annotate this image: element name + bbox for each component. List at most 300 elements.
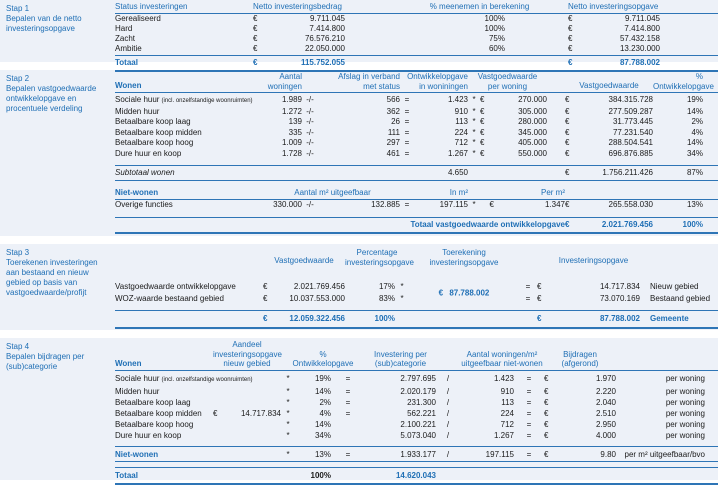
euro-sign: € bbox=[480, 127, 485, 137]
multiply-operator: * bbox=[472, 95, 476, 104]
afslag-value: 26 bbox=[391, 117, 400, 126]
aantal-value: 1.423 bbox=[493, 373, 514, 383]
equals-operator: = bbox=[526, 449, 532, 459]
table-row bbox=[115, 386, 718, 397]
status-label: Hard bbox=[115, 24, 133, 33]
step2-table bbox=[115, 70, 718, 236]
step2-nietwonen-header bbox=[115, 188, 718, 201]
total-label: Totaal vastgoedwaarde ontwikkelopgave bbox=[410, 219, 565, 229]
euro-sign: € bbox=[537, 314, 542, 323]
bedrag-value: 76.576.210 bbox=[304, 34, 345, 43]
unit-label: per woning bbox=[665, 408, 705, 418]
euro-sign: € bbox=[480, 117, 485, 126]
per-woning-value: 405.000 bbox=[518, 138, 547, 147]
vastgoedwaarde-value: 696.876.885 bbox=[608, 148, 653, 158]
step1-table bbox=[115, 0, 718, 67]
gemeente-label: Gemeente bbox=[650, 314, 689, 323]
col-header-ontwikkelopgave: Ontwikkelopgave in woniningen bbox=[407, 72, 468, 91]
table-row bbox=[115, 419, 718, 430]
col-header-wonen: Wonen bbox=[115, 80, 142, 90]
table-row bbox=[115, 24, 718, 34]
unit-label: per woning bbox=[665, 386, 705, 396]
table-row bbox=[115, 117, 718, 128]
col-header-vastgoedwaarde-per-woning: Vastgoedwaarde per woning bbox=[477, 72, 538, 91]
opgave-value: 9.711.045 bbox=[625, 14, 660, 23]
unit-label: per m² uitgeefbaar/bvo bbox=[624, 449, 705, 459]
multiply-operator: * bbox=[286, 397, 290, 407]
step2-nietwonen-row bbox=[115, 200, 718, 211]
invest-value: 2.100.221 bbox=[400, 419, 436, 429]
vastgoedwaarde-value: 265.558.030 bbox=[608, 200, 653, 209]
total-invest: 14.620.043 bbox=[395, 470, 436, 480]
minus-operator: -/- bbox=[306, 138, 314, 147]
total-label: Totaal bbox=[115, 58, 138, 67]
euro-sign: € bbox=[263, 314, 268, 323]
table-row bbox=[115, 149, 718, 160]
euro-sign: € bbox=[480, 95, 485, 104]
step2-section bbox=[0, 70, 718, 236]
aantal-value: 335 bbox=[288, 127, 302, 137]
total-waarde: 12.059.322.456 bbox=[289, 314, 345, 323]
aantal-value: 1.728 bbox=[281, 148, 302, 158]
category-label: Betaalbare koop laag bbox=[115, 117, 191, 126]
col-header-pct: % meenemen in berekening bbox=[429, 2, 530, 11]
multiply-operator: * bbox=[400, 282, 404, 291]
aantal-value: 1.009 bbox=[281, 138, 302, 147]
divide-operator: / bbox=[446, 397, 450, 407]
per-woning-value: 280.000 bbox=[518, 117, 547, 126]
step2-header-row bbox=[115, 72, 718, 93]
pct-value: 100% bbox=[484, 24, 505, 33]
invest-value: 14.717.834 bbox=[599, 282, 640, 291]
pct-value: 34% bbox=[686, 148, 703, 158]
divide-operator: / bbox=[446, 419, 450, 429]
aantal-value: 1.989 bbox=[281, 95, 302, 104]
divide-operator: / bbox=[446, 373, 450, 383]
col-header-per-m2: Per m² bbox=[541, 187, 565, 197]
euro-sign: € bbox=[565, 148, 570, 158]
step2-subtotal-row bbox=[115, 165, 718, 181]
afslag-value: 132.885 bbox=[371, 200, 400, 209]
waarde-value: 10.037.553.000 bbox=[289, 294, 345, 303]
bedrag-value: 22.050.000 bbox=[304, 44, 345, 53]
pct-value: 14% bbox=[314, 386, 331, 396]
status-label: Ambitie bbox=[115, 44, 142, 53]
col-header-afslag: Afslag in verband met status bbox=[338, 72, 400, 91]
minus-operator: -/- bbox=[306, 117, 314, 126]
afslag-value: 566 bbox=[386, 95, 400, 104]
afslag-value: 297 bbox=[386, 138, 400, 147]
euro-sign: € bbox=[568, 58, 573, 67]
col-header-percentage: Percentage investeringsopgave bbox=[345, 248, 414, 267]
pct-value: 34% bbox=[314, 430, 331, 440]
bijdrage-value: 4.000 bbox=[595, 430, 616, 440]
subtotal-vastgoedwaarde: 1.756.211.426 bbox=[602, 168, 653, 177]
multiply-operator: * bbox=[286, 430, 290, 440]
total-label: Totaal bbox=[115, 470, 138, 480]
pct-value: 100% bbox=[484, 14, 505, 23]
per-woning-value: 270.000 bbox=[518, 95, 547, 104]
euro-sign: € bbox=[568, 14, 573, 23]
status-label: Gerealiseerd bbox=[115, 14, 161, 23]
equals-operator: = bbox=[404, 106, 410, 116]
euro-sign: € bbox=[263, 282, 268, 291]
aandeel-value: 14.717.834 bbox=[240, 408, 281, 418]
multiply-operator: * bbox=[472, 200, 476, 209]
col-header-vastgoedwaarde: Vastgoedwaarde bbox=[579, 80, 639, 90]
multiply-operator: * bbox=[286, 449, 290, 459]
step2-sidebar bbox=[0, 70, 115, 236]
total-pct: 100% bbox=[310, 470, 331, 480]
pct-value: 4% bbox=[319, 408, 331, 418]
euro-sign: € bbox=[565, 95, 570, 104]
step2-description: Bepalen vastgoedwaarde ontwikkelopgave en procentuele verdeling bbox=[6, 84, 97, 113]
minus-operator: -/- bbox=[306, 106, 314, 116]
multiply-operator: * bbox=[472, 127, 476, 137]
aantal-value: 1.272 bbox=[281, 106, 302, 116]
row-label: Vastgoedwaarde ontwikkelopgave bbox=[115, 282, 236, 291]
euro-sign: € bbox=[544, 386, 549, 396]
aantal-value: 712 bbox=[500, 419, 514, 429]
afslag-value: 111 bbox=[387, 127, 400, 137]
pct-value: 14% bbox=[314, 419, 331, 429]
col-header-bijdragen: Bijdragen (afgerond) bbox=[561, 349, 599, 368]
equals-operator: = bbox=[404, 200, 410, 209]
nietwonen-label: Niet-wonen bbox=[115, 449, 159, 459]
table-row bbox=[115, 430, 718, 441]
equals-operator: = bbox=[526, 419, 532, 429]
equals-operator: = bbox=[526, 397, 532, 407]
equals-operator: = bbox=[345, 386, 351, 396]
ontwikkelopgave-value: 224 bbox=[454, 127, 468, 137]
euro-sign: € bbox=[213, 408, 218, 418]
unit-label: per woning bbox=[665, 373, 705, 383]
euro-sign: € bbox=[565, 138, 570, 147]
euro-sign: € bbox=[537, 294, 542, 303]
ontwikkelopgave-value: 113 bbox=[455, 117, 468, 126]
col-header-m2-uitgeefbaar: Aantal m² uitgeefbaar bbox=[294, 187, 371, 197]
euro-sign: € bbox=[568, 24, 573, 33]
equals-operator: = bbox=[404, 95, 410, 104]
euro-sign: € bbox=[253, 44, 258, 53]
category-label: Midden huur bbox=[115, 386, 160, 396]
bijdrage-value: 9.80 bbox=[600, 449, 616, 459]
step3-header-row bbox=[115, 248, 718, 268]
step4-nietwonen-row bbox=[115, 446, 718, 462]
step1-header-row bbox=[115, 2, 718, 14]
table-row bbox=[115, 397, 718, 408]
table-row bbox=[115, 408, 718, 419]
category-label: Betaalbare koop laag bbox=[115, 397, 191, 407]
multiply-operator: * bbox=[472, 148, 476, 158]
table-row bbox=[115, 44, 718, 54]
col-header-investering: Investering per (sub)categorie bbox=[374, 349, 427, 368]
col-header-status: Status investeringen bbox=[115, 2, 188, 11]
step1-section bbox=[0, 0, 718, 67]
step3-section bbox=[0, 244, 718, 330]
aantal-value: 139 bbox=[288, 117, 302, 126]
bijdrage-value: 2.950 bbox=[595, 419, 616, 429]
row-label: WOZ-waarde bestaand gebied bbox=[115, 294, 224, 303]
bedrag-value: 7.414.800 bbox=[309, 24, 345, 33]
euro-sign: € bbox=[438, 288, 444, 298]
step2-title: Stap 2 bbox=[6, 74, 30, 83]
equals-operator: = bbox=[526, 386, 532, 396]
pct-value: 75% bbox=[488, 34, 505, 43]
minus-operator: -/- bbox=[306, 148, 314, 158]
equals-operator: = bbox=[526, 373, 532, 383]
category-label: Overige functies bbox=[115, 200, 173, 209]
pct-value: 14% bbox=[686, 106, 703, 116]
col-header-opgave: Netto investeringsopgave bbox=[568, 2, 659, 11]
unit-label: per woning bbox=[665, 397, 705, 407]
divide-operator: / bbox=[446, 430, 450, 440]
category-label: Betaalbare koop midden bbox=[115, 408, 202, 418]
table-row bbox=[115, 107, 718, 118]
gebied-label: Bestaand gebied bbox=[650, 294, 711, 303]
bijdrage-value: 2.510 bbox=[595, 408, 616, 418]
euro-sign: € bbox=[480, 106, 485, 116]
equals-operator: = bbox=[404, 148, 410, 158]
subtotal-aantal: 4.650 bbox=[447, 168, 468, 177]
pct-value: 4% bbox=[691, 127, 703, 137]
aantal-value: 197.115 bbox=[485, 449, 514, 459]
pct-value: 19% bbox=[686, 95, 703, 104]
col-header-aantal: Aantal woningen bbox=[267, 72, 302, 91]
equals-operator: = bbox=[404, 138, 410, 147]
step3-description: Toerekenen investeringen aan bestaand en nieuw gebied op basis van vastgoedwaarde/profijt bbox=[6, 258, 98, 297]
total-opgave: 87.788.002 bbox=[619, 58, 660, 67]
vastgoedwaarde-value: 277.509.287 bbox=[608, 106, 653, 116]
per-woning-value: 305.000 bbox=[518, 106, 547, 116]
pct-value: 14% bbox=[686, 138, 703, 147]
euro-sign: € bbox=[565, 200, 570, 209]
table-row bbox=[115, 14, 718, 24]
step4-sidebar bbox=[0, 338, 115, 480]
equals-operator: = bbox=[526, 430, 532, 440]
category-label: Midden huur bbox=[115, 106, 160, 116]
in-m2-value: 197.115 bbox=[439, 200, 468, 209]
equals-operator: = bbox=[526, 408, 532, 418]
euro-sign: € bbox=[480, 138, 485, 147]
step3-title: Stap 3 bbox=[6, 248, 30, 257]
step3-total-row bbox=[115, 310, 718, 329]
euro-sign: € bbox=[565, 127, 570, 137]
euro-sign: € bbox=[568, 44, 573, 53]
aantal-value: 224 bbox=[500, 408, 514, 418]
invest-value: 231.300 bbox=[407, 397, 436, 407]
bedrag-value: 9.711.045 bbox=[310, 14, 345, 23]
per-woning-value: 345.000 bbox=[518, 127, 547, 137]
euro-sign: € bbox=[537, 282, 542, 291]
total-invest: 87.788.002 bbox=[599, 314, 640, 323]
bijdrage-value: 2.040 bbox=[595, 397, 616, 407]
pct-value: 13% bbox=[686, 200, 703, 209]
euro-sign: € bbox=[565, 106, 570, 116]
bijdrage-value: 2.220 bbox=[595, 386, 616, 396]
subtotal-label: Subtotaal wonen bbox=[115, 168, 175, 177]
step3-sidebar bbox=[0, 244, 115, 330]
invest-value: 2.797.695 bbox=[400, 373, 436, 383]
step1-description: Bepalen van de netto investeringsopgave bbox=[6, 14, 82, 33]
category-label: Dure huur en koop bbox=[115, 148, 182, 158]
equals-operator: = bbox=[525, 294, 531, 303]
euro-sign: € bbox=[253, 14, 258, 23]
minus-operator: -/- bbox=[306, 200, 314, 209]
gebied-label: Nieuw gebied bbox=[650, 282, 699, 291]
equals-operator: = bbox=[345, 408, 351, 418]
equals-operator: = bbox=[345, 397, 351, 407]
step4-total-row bbox=[115, 467, 718, 485]
category-label: Betaalbare koop hoog bbox=[115, 138, 194, 147]
ontwikkelopgave-value: 910 bbox=[454, 106, 468, 116]
multiply-operator: * bbox=[472, 117, 476, 126]
total-bedrag: 115.752.055 bbox=[300, 58, 345, 67]
subtotal-pct: 87% bbox=[686, 168, 703, 177]
invest-value: 73.070.169 bbox=[599, 294, 640, 303]
pct-value: 2% bbox=[691, 117, 703, 126]
euro-sign: € bbox=[544, 373, 549, 383]
pct-value: 2% bbox=[319, 397, 331, 407]
euro-sign: € bbox=[253, 34, 258, 43]
afslag-value: 461 bbox=[386, 148, 400, 158]
euro-sign: € bbox=[544, 449, 549, 459]
euro-sign: € bbox=[544, 430, 549, 440]
category-label: Dure huur en koop bbox=[115, 430, 182, 440]
aantal-value: 1.267 bbox=[493, 430, 514, 440]
pct-value: 19% bbox=[314, 373, 331, 383]
toerekening-merged-value bbox=[409, 289, 519, 298]
divide-operator: / bbox=[446, 408, 450, 418]
step4-section bbox=[0, 338, 718, 480]
vastgoedwaarde-value: 288.504.541 bbox=[608, 138, 653, 147]
ontwikkelopgave-value: 1.423 bbox=[447, 95, 468, 104]
vastgoedwaarde-value: 384.315.728 bbox=[608, 95, 653, 104]
pct-value: 17% bbox=[378, 282, 395, 291]
opgave-value: 7.414.800 bbox=[624, 24, 660, 33]
aantal-value: 113 bbox=[501, 397, 514, 407]
category-label: Betaalbare koop hoog bbox=[115, 419, 194, 429]
euro-sign: € bbox=[544, 397, 549, 407]
per-m2-value: 1.347 bbox=[544, 200, 565, 209]
unit-label: per woning bbox=[665, 419, 705, 429]
opgave-value: 13.230.000 bbox=[619, 44, 660, 53]
pct-value: 13% bbox=[314, 449, 331, 459]
total-pct: 100% bbox=[682, 219, 703, 229]
table-row bbox=[115, 373, 718, 386]
invest-value: 562.221 bbox=[407, 408, 436, 418]
step1-title: Stap 1 bbox=[6, 4, 30, 13]
bijdrage-value: 1.970 bbox=[595, 373, 616, 383]
euro-sign: € bbox=[565, 168, 570, 177]
divide-operator: / bbox=[446, 386, 450, 396]
euro-sign: € bbox=[565, 117, 570, 126]
equals-operator: = bbox=[345, 449, 351, 459]
euro-sign: € bbox=[489, 200, 494, 209]
euro-sign: € bbox=[568, 34, 573, 43]
euro-sign: € bbox=[480, 148, 485, 158]
multiply-operator: * bbox=[286, 419, 290, 429]
equals-operator: = bbox=[525, 282, 531, 291]
invest-value: 2.020.179 bbox=[400, 386, 436, 396]
col-header-aantal: Aantal woningen/m² uitgeefbaar niet-wonen bbox=[461, 349, 543, 368]
multiply-operator: * bbox=[472, 106, 476, 116]
m2-uitgeefbaar-value: 330.000 bbox=[273, 200, 302, 209]
divide-operator: / bbox=[446, 449, 450, 459]
step4-title: Stap 4 bbox=[6, 342, 30, 351]
step4-table bbox=[115, 338, 718, 480]
step1-sidebar bbox=[0, 0, 115, 62]
col-header-pct-ontwikkelopgave: % Ontwikkelopgave bbox=[292, 349, 354, 368]
equals-operator: = bbox=[404, 117, 410, 126]
euro-sign: € bbox=[253, 58, 258, 67]
category-label: Sociale huur (incl. onzelfstandige woonruimten) bbox=[115, 373, 253, 383]
total-pct: 100% bbox=[374, 314, 395, 323]
invest-value: 5.073.040 bbox=[400, 430, 436, 440]
aantal-value: 910 bbox=[500, 386, 514, 396]
multiply-operator: * bbox=[286, 373, 290, 383]
step3-table bbox=[115, 244, 718, 330]
table-row bbox=[115, 138, 718, 149]
multiply-operator: * bbox=[472, 138, 476, 147]
euro-sign: € bbox=[544, 419, 549, 429]
ontwikkelopgave-value: 1.267 bbox=[447, 148, 468, 158]
col-header-vastgoedwaarde: Vastgoedwaarde bbox=[274, 256, 334, 265]
afslag-value: 362 bbox=[386, 106, 400, 116]
pct-value: 83% bbox=[378, 294, 395, 303]
pct-value: 60% bbox=[488, 44, 505, 53]
minus-operator: -/- bbox=[306, 127, 314, 137]
ontwikkelopgave-value: 712 bbox=[454, 138, 468, 147]
status-label: Zacht bbox=[115, 34, 136, 43]
toerekening-value: 87.788.002 bbox=[449, 288, 490, 298]
col-header-toerekening: Toerekening investeringsopgave bbox=[429, 248, 499, 267]
table-row bbox=[115, 34, 718, 44]
total-vastgoedwaarde: 2.021.769.456 bbox=[601, 219, 653, 229]
col-header-bedrag: Netto investeringsbedrag bbox=[253, 2, 342, 11]
vastgoedwaarde-value: 31.773.445 bbox=[612, 117, 653, 126]
euro-sign: € bbox=[263, 294, 268, 303]
step2-total-row bbox=[115, 217, 718, 235]
unit-label: per woning bbox=[665, 430, 705, 440]
minus-operator: -/- bbox=[306, 95, 314, 104]
category-label: Sociale huur (incl. onzelfstandige woonruimten) bbox=[115, 95, 253, 104]
multiply-operator: * bbox=[286, 408, 290, 418]
col-header-in-m2: In m² bbox=[449, 187, 468, 197]
step4-description: Bepalen bijdragen per (sub)categorie bbox=[6, 352, 85, 371]
category-label: Betaalbare koop midden bbox=[115, 127, 202, 137]
multiply-operator: * bbox=[400, 294, 404, 303]
waarde-value: 2.021.769.456 bbox=[293, 282, 345, 291]
table-row bbox=[115, 128, 718, 139]
col-header-aandeel: Aandeel investeringsopgave nieuw gebied bbox=[213, 340, 282, 368]
equals-operator: = bbox=[345, 373, 351, 383]
table-row bbox=[115, 95, 718, 107]
nietwonen-title: Niet-wonen bbox=[115, 187, 159, 197]
euro-sign: € bbox=[253, 24, 258, 33]
equals-operator: = bbox=[404, 127, 410, 137]
col-header-investeringsopgave: Investeringsopgave bbox=[558, 256, 629, 265]
vastgoedwaarde-value: 77.231.540 bbox=[612, 127, 653, 137]
invest-value: 1.933.177 bbox=[400, 449, 436, 459]
opgave-value: 57.432.158 bbox=[619, 34, 660, 43]
euro-sign: € bbox=[544, 408, 549, 418]
col-header-pct-ontwikkelopgave: % Ontwikkelopgave bbox=[653, 72, 714, 91]
per-woning-value: 550.000 bbox=[518, 148, 547, 158]
multiply-operator: * bbox=[286, 386, 290, 396]
col-header-wonen: Wonen bbox=[115, 358, 142, 368]
step4-header-row bbox=[115, 340, 718, 371]
